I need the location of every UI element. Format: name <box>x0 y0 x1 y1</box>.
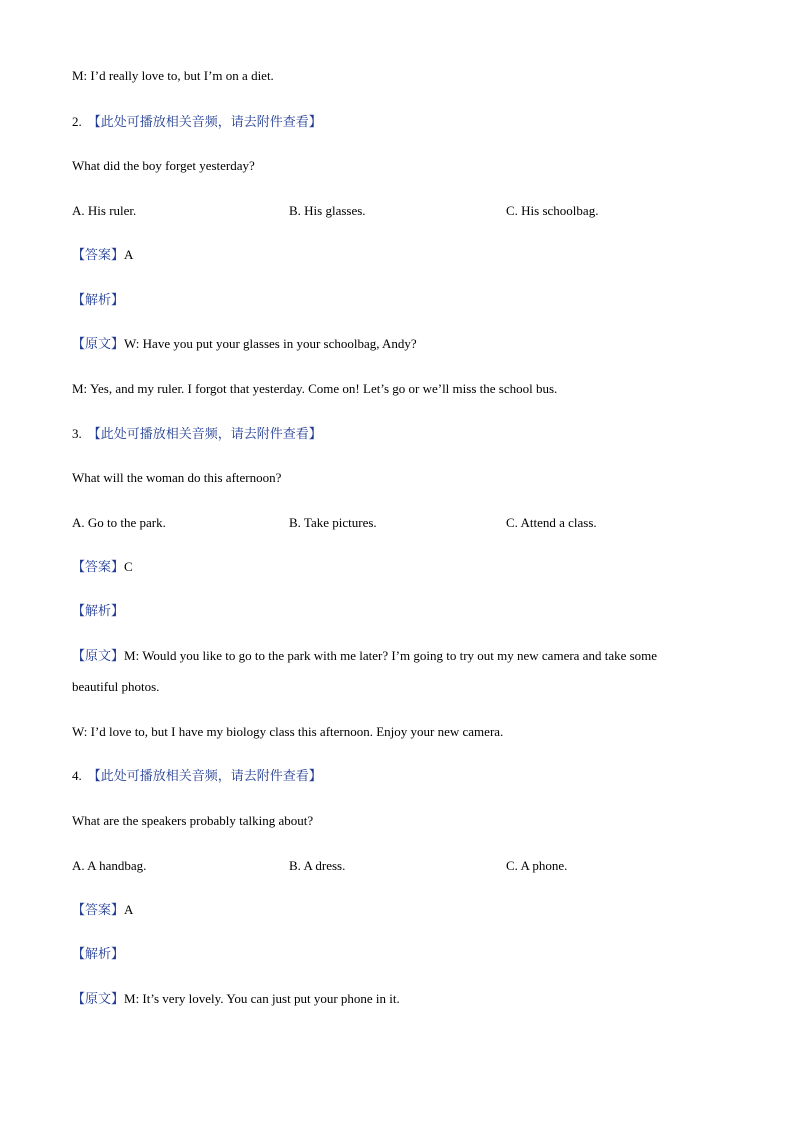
option-a: A. A handbag. <box>72 858 147 873</box>
audio-link[interactable]: 【此处可播放相关音频，请去附件查看】 <box>87 427 322 442</box>
original-label: 【原文】 <box>72 992 125 1007</box>
question-header <box>72 768 322 785</box>
question-number: 3. <box>72 426 82 441</box>
analysis-label: 【解析】 <box>72 293 125 308</box>
original-label: 【原文】 <box>72 649 125 664</box>
transcript-line: 【原文】M: Would you like to go to the park with me later? I’m going to try out my new camera and take some <box>72 648 658 664</box>
analysis-label: 【解析】 <box>72 947 125 962</box>
audio-link[interactable]: 【此处可播放相关音频，请去附件查看】 <box>87 115 322 130</box>
transcript-line: 【原文】M: It’s very lovely. You can just put your phone in it. <box>72 991 400 1007</box>
option-c: C. His schoolbag. <box>506 203 599 218</box>
question-text: What are the speakers probably talking about? <box>72 813 314 828</box>
original-label: 【原文】 <box>72 337 125 352</box>
question-text: What did the boy forget yesterday? <box>72 158 255 173</box>
question-number: 4. <box>72 768 82 783</box>
question-header <box>72 426 322 443</box>
answer-label: 【答案】 <box>72 903 125 918</box>
option-c: C. Attend a class. <box>506 515 597 530</box>
option-a: A. His ruler. <box>72 203 137 218</box>
transcript-line: M: Yes, and my ruler. I forgot that yesterday. Come on! Let’s go or we’ll miss the school bus. <box>72 381 558 396</box>
answer-value: A <box>124 247 134 262</box>
option-b: B. Take pictures. <box>289 515 377 530</box>
answer-value: C <box>124 559 133 574</box>
option-b: B. His glasses. <box>289 203 366 218</box>
question-header <box>72 114 322 131</box>
audio-link[interactable]: 【此处可播放相关音频，请去附件查看】 <box>87 769 322 784</box>
answer-line <box>72 247 133 264</box>
answer-value: A <box>124 902 134 917</box>
option-c: C. A phone. <box>506 858 568 873</box>
answer-label: 【答案】 <box>72 248 125 263</box>
transcript-line: 【原文】W: Have you put your glasses in your schoolbag, Andy? <box>72 336 417 352</box>
transcript-line: M: I’d really love to, but I’m on a diet. <box>72 68 274 83</box>
question-number: 2. <box>72 114 82 129</box>
answer-line <box>72 559 133 576</box>
question-text: What will the woman do this afternoon? <box>72 470 282 485</box>
option-a: A. Go to the park. <box>72 515 166 530</box>
answer-line <box>72 902 133 919</box>
option-b: B. A dress. <box>289 858 346 873</box>
analysis-label: 【解析】 <box>72 604 125 619</box>
transcript-line: beautiful photos. <box>72 679 160 694</box>
transcript-line: W: I’d love to, but I have my biology class this afternoon. Enjoy your new camera. <box>72 724 504 739</box>
answer-label: 【答案】 <box>72 560 125 575</box>
